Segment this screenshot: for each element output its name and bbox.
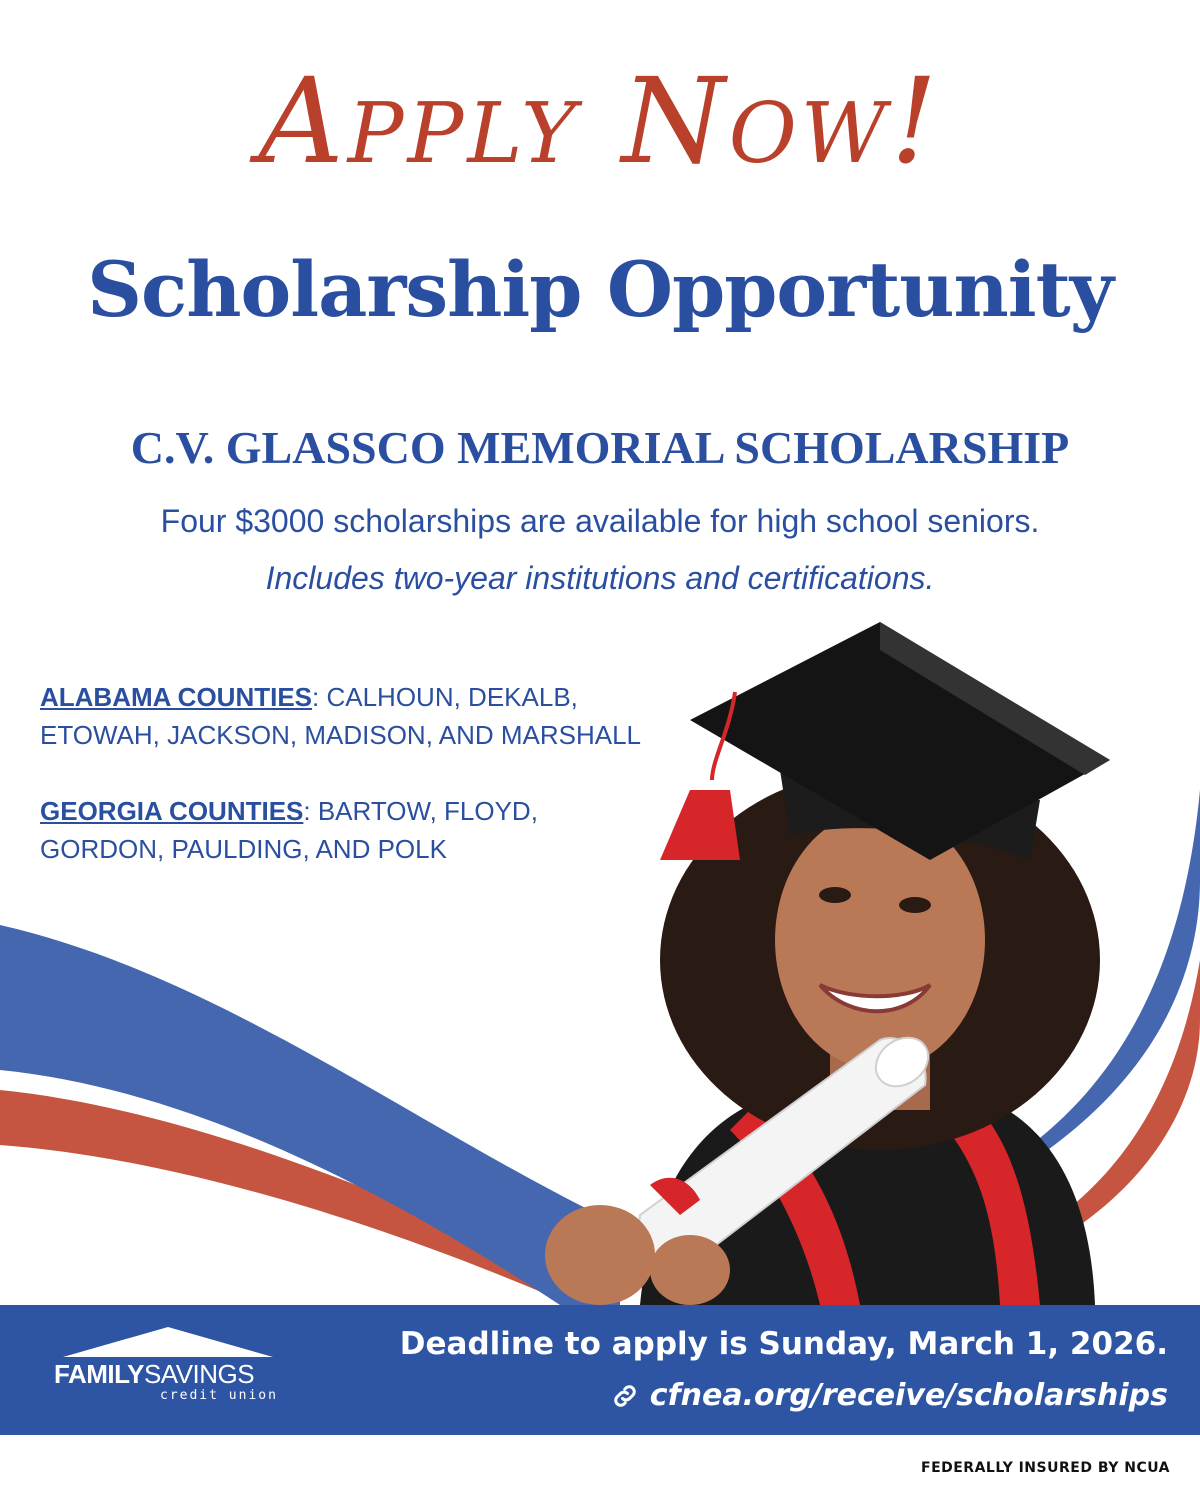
apply-link[interactable] [610,1378,1168,1413]
scholarship-name: C.V. GLASSCO MEMORIAL SCHOLARSHIP [130,422,1070,473]
apply-now-headline: Apply Now! [258,52,942,190]
apply-url[interactable]: cfnea.org/receive/scholarships [649,1378,1168,1413]
scholarship-note: Includes two-year institutions and certifications. [265,560,935,596]
logo-word-savings: SAVINGS [143,1359,255,1389]
alabama-counties-line2: ETOWAH, JACKSON, MADISON, AND MARSHALL [40,720,641,750]
georgia-counties-line2: GORDON, PAULDING, AND POLK [40,834,447,864]
scholarship-description: Four $3000 scholarships are available for high school seniors. [160,503,1040,539]
alabama-counties-line1: : CALHOUN, DEKALB, [312,682,578,712]
logo-word-family: FAMILY [54,1359,144,1389]
ncua-disclaimer: FEDERALLY INSURED BY NCUA [921,1460,1170,1476]
georgia-counties-line1: : BARTOW, FLOYD, [303,796,538,826]
georgia-counties-label: GEORGIA COUNTIES [40,796,304,826]
logo-subtitle: credit union [160,1388,278,1403]
deadline-text: Deadline to apply is Sunday, March 1, 2026. [399,1326,1168,1362]
family-savings-logo [48,1325,288,1420]
link-icon [610,1381,640,1411]
logo-wordmark [54,1361,254,1387]
alabama-counties-label: ALABAMA COUNTIES [40,682,313,712]
footer-banner [0,1305,1200,1435]
page-title: Scholarship Opportunity [87,245,1113,334]
